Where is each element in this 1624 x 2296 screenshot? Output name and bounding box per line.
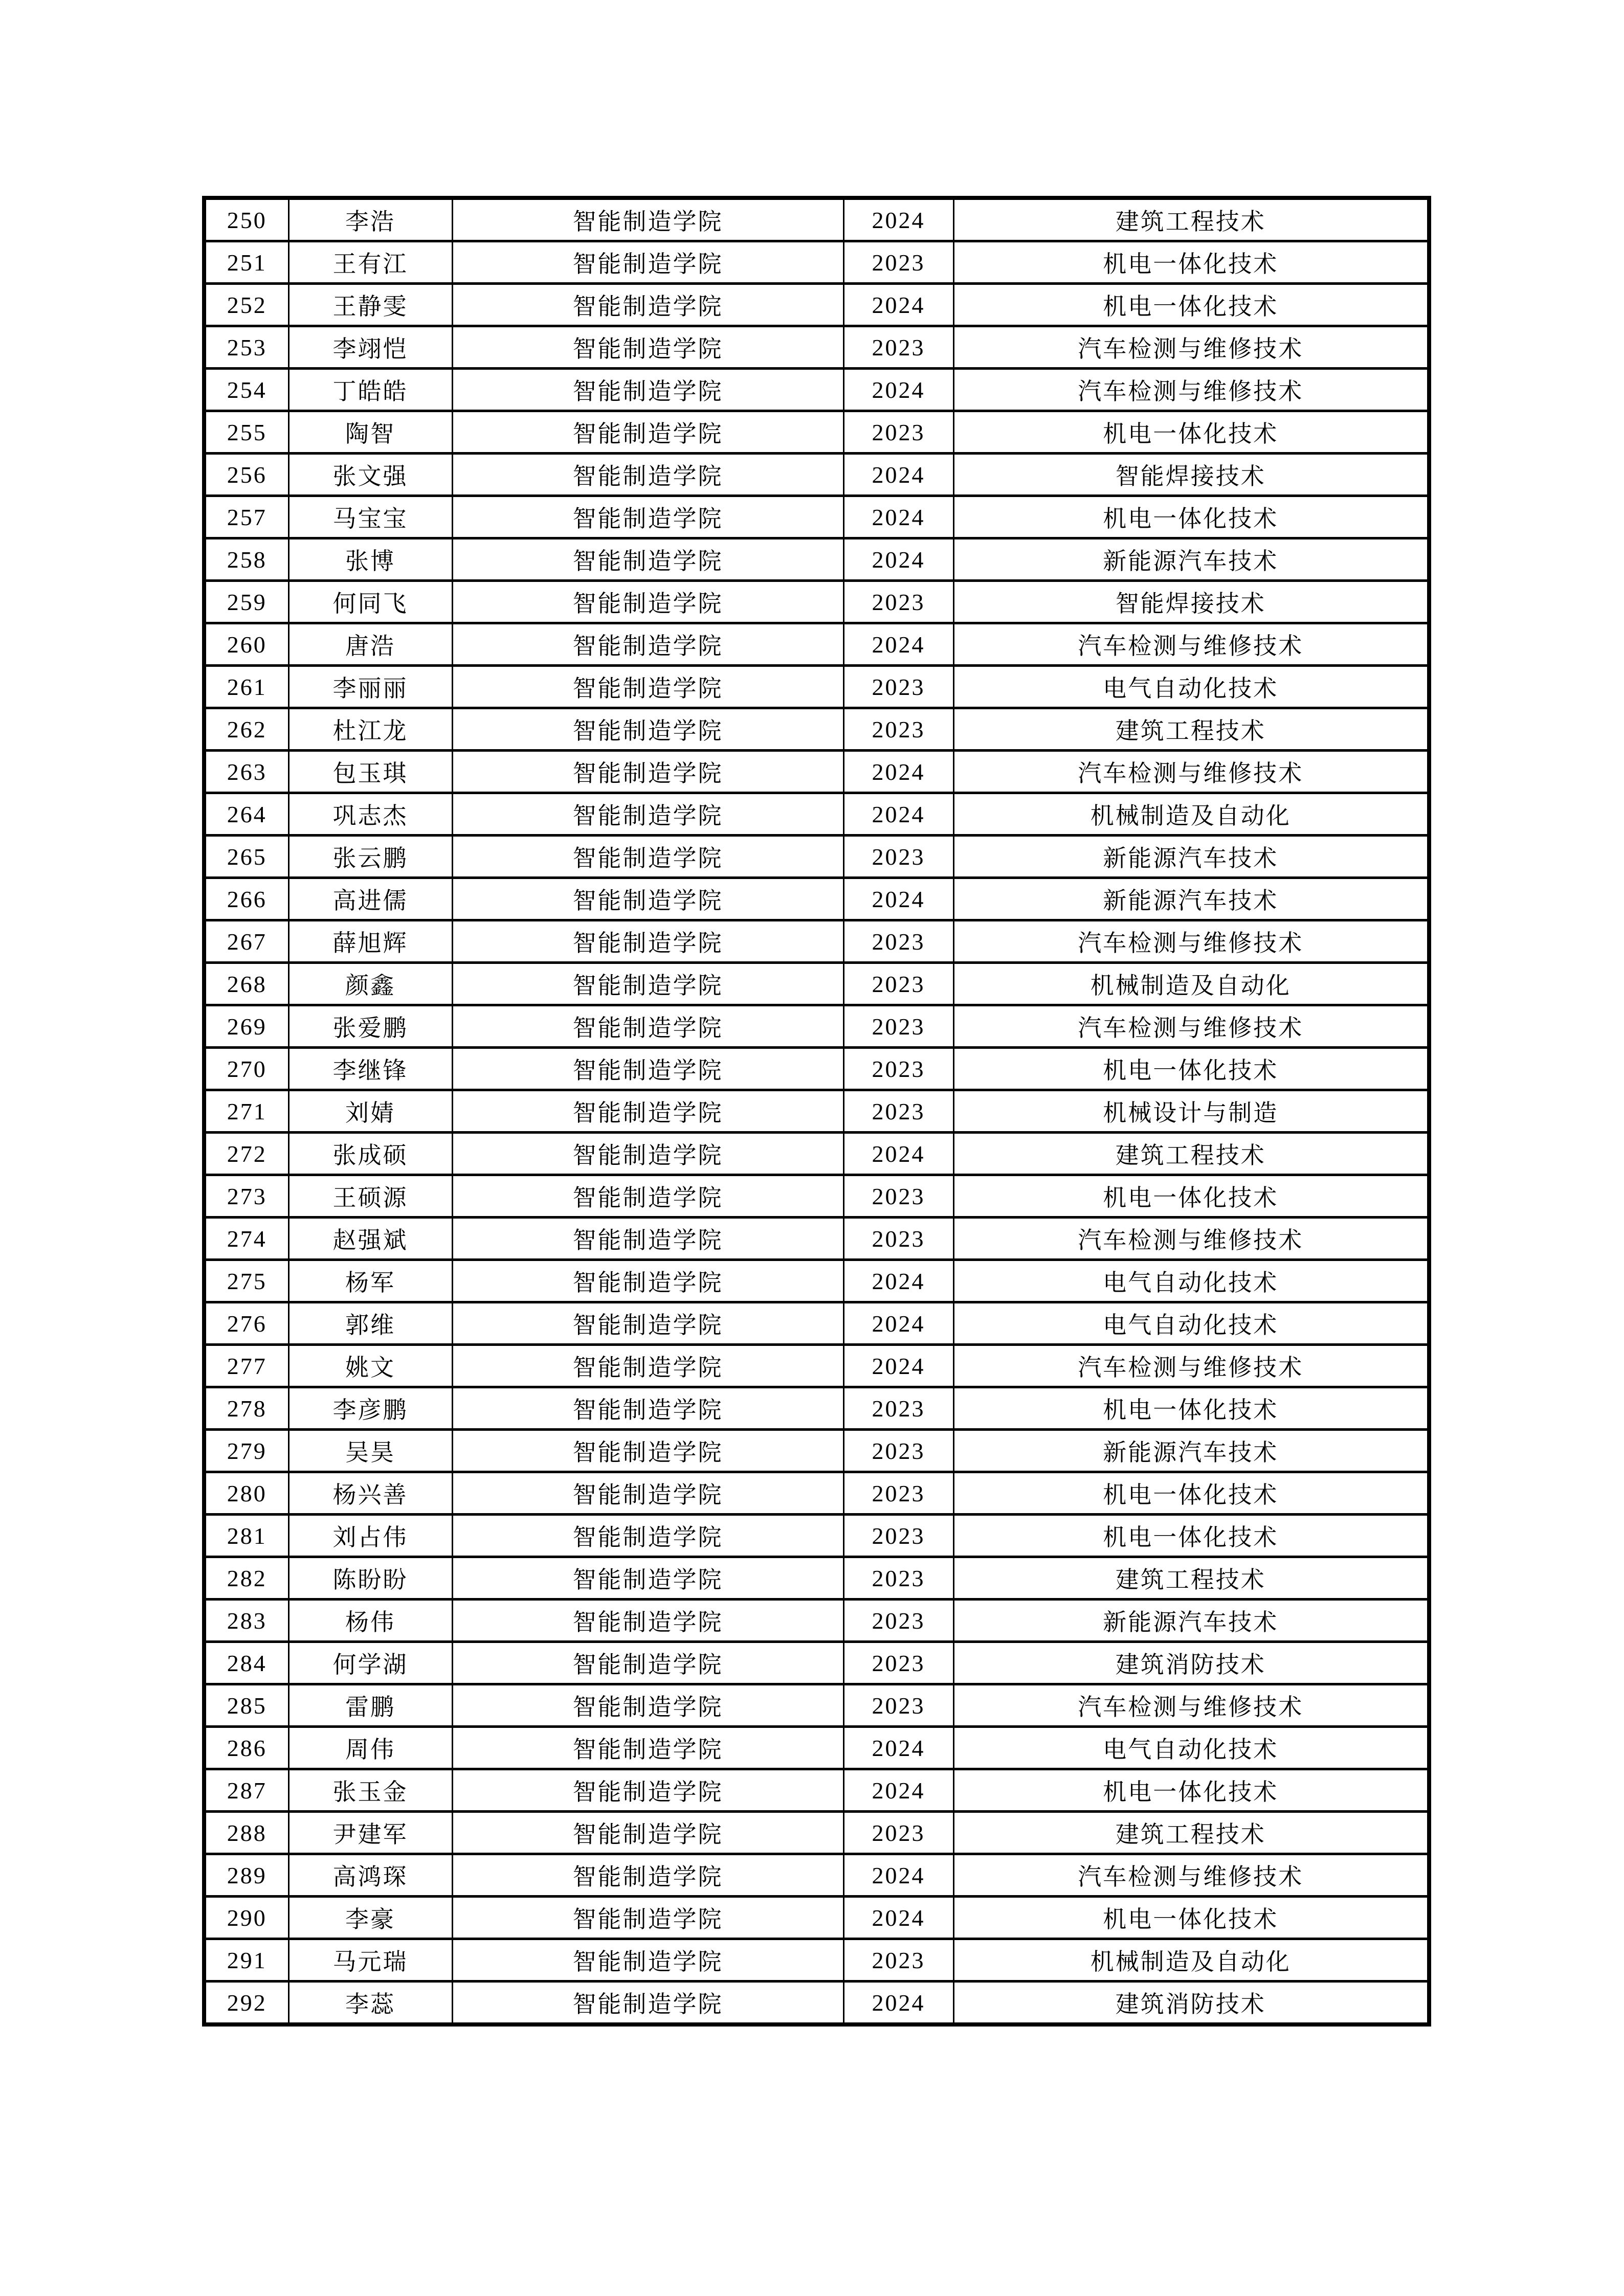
cell-no: 278	[204, 1387, 288, 1430]
cell-college: 智能制造学院	[452, 284, 843, 326]
table-row	[204, 1048, 1429, 1090]
cell-no: 286	[204, 1727, 288, 1769]
table-row	[204, 1090, 1429, 1133]
cell-college: 智能制造学院	[452, 1769, 843, 1812]
cell-college: 智能制造学院	[452, 1345, 843, 1387]
cell-name: 张博	[288, 538, 452, 581]
cell-college: 智能制造学院	[452, 1642, 843, 1684]
cell-major: 机电一体化技术	[953, 1515, 1429, 1557]
cell-no: 263	[204, 751, 288, 793]
cell-year: 2024	[843, 878, 953, 920]
cell-major: 机电一体化技术	[953, 1472, 1429, 1515]
cell-major: 建筑消防技术	[953, 1642, 1429, 1684]
table-row	[204, 1897, 1429, 1939]
cell-major: 机电一体化技术	[953, 1769, 1429, 1812]
cell-year: 2024	[843, 1302, 953, 1345]
table-row	[204, 1642, 1429, 1684]
cell-year: 2023	[843, 920, 953, 963]
table-row	[204, 1515, 1429, 1557]
cell-no: 272	[204, 1133, 288, 1175]
cell-name: 尹建军	[288, 1812, 452, 1854]
cell-major: 汽车检测与维修技术	[953, 369, 1429, 411]
cell-name: 高进儒	[288, 878, 452, 920]
cell-major: 机电一体化技术	[953, 411, 1429, 454]
cell-year: 2023	[843, 1515, 953, 1557]
student-roster-body	[204, 198, 1429, 2024]
table-row	[204, 284, 1429, 326]
cell-college: 智能制造学院	[452, 1982, 843, 2025]
table-row	[204, 1600, 1429, 1642]
cell-name: 唐浩	[288, 623, 452, 666]
cell-college: 智能制造学院	[452, 411, 843, 454]
cell-no: 283	[204, 1600, 288, 1642]
cell-year: 2024	[843, 1769, 953, 1812]
table-row	[204, 1430, 1429, 1472]
cell-college: 智能制造学院	[452, 1387, 843, 1430]
cell-year: 2024	[843, 496, 953, 538]
table-row	[204, 581, 1429, 623]
cell-major: 智能焊接技术	[953, 454, 1429, 496]
cell-name: 陈盼盼	[288, 1557, 452, 1600]
cell-major: 机电一体化技术	[953, 1387, 1429, 1430]
cell-college: 智能制造学院	[452, 1812, 843, 1854]
cell-year: 2023	[843, 836, 953, 878]
cell-no: 250	[204, 198, 288, 241]
table-row	[204, 751, 1429, 793]
cell-name: 巩志杰	[288, 793, 452, 836]
cell-name: 杨兴善	[288, 1472, 452, 1515]
cell-college: 智能制造学院	[452, 1260, 843, 1302]
table-row	[204, 920, 1429, 963]
cell-name: 李彦鹏	[288, 1387, 452, 1430]
table-row	[204, 1812, 1429, 1854]
table-row	[204, 793, 1429, 836]
cell-name: 陶智	[288, 411, 452, 454]
cell-no: 256	[204, 454, 288, 496]
cell-major: 机械制造及自动化	[953, 1939, 1429, 1982]
cell-major: 机械设计与制造	[953, 1090, 1429, 1133]
cell-name: 李继锋	[288, 1048, 452, 1090]
cell-year: 2024	[843, 454, 953, 496]
cell-major: 新能源汽车技术	[953, 836, 1429, 878]
cell-year: 2023	[843, 1557, 953, 1600]
table-row	[204, 326, 1429, 369]
table-row	[204, 1854, 1429, 1897]
cell-major: 新能源汽车技术	[953, 1430, 1429, 1472]
cell-college: 智能制造学院	[452, 1005, 843, 1048]
cell-college: 智能制造学院	[452, 1727, 843, 1769]
cell-name: 王有江	[288, 241, 452, 284]
cell-no: 269	[204, 1005, 288, 1048]
table-row	[204, 538, 1429, 581]
cell-college: 智能制造学院	[452, 1430, 843, 1472]
cell-college: 智能制造学院	[452, 751, 843, 793]
cell-major: 机电一体化技术	[953, 1897, 1429, 1939]
table-row	[204, 878, 1429, 920]
cell-college: 智能制造学院	[452, 1048, 843, 1090]
cell-name: 张玉金	[288, 1769, 452, 1812]
cell-name: 王硕源	[288, 1175, 452, 1218]
cell-no: 264	[204, 793, 288, 836]
cell-year: 2023	[843, 1430, 953, 1472]
cell-major: 电气自动化技术	[953, 1260, 1429, 1302]
cell-name: 郭维	[288, 1302, 452, 1345]
cell-name: 周伟	[288, 1727, 452, 1769]
cell-year: 2023	[843, 581, 953, 623]
table-row	[204, 1727, 1429, 1769]
cell-year: 2023	[843, 963, 953, 1005]
cell-major: 建筑消防技术	[953, 1982, 1429, 2025]
cell-college: 智能制造学院	[452, 369, 843, 411]
cell-college: 智能制造学院	[452, 326, 843, 369]
cell-year: 2023	[843, 1387, 953, 1430]
table-row	[204, 666, 1429, 708]
cell-name: 马元瑞	[288, 1939, 452, 1982]
cell-no: 273	[204, 1175, 288, 1218]
cell-college: 智能制造学院	[452, 1302, 843, 1345]
table-row	[204, 1005, 1429, 1048]
cell-no: 280	[204, 1472, 288, 1515]
cell-major: 机电一体化技术	[953, 1175, 1429, 1218]
cell-major: 新能源汽车技术	[953, 878, 1429, 920]
cell-no: 276	[204, 1302, 288, 1345]
table-row	[204, 369, 1429, 411]
cell-name: 包玉琪	[288, 751, 452, 793]
cell-name: 高鸿琛	[288, 1854, 452, 1897]
cell-no: 251	[204, 241, 288, 284]
cell-name: 刘占伟	[288, 1515, 452, 1557]
table-row	[204, 1218, 1429, 1260]
cell-major: 智能焊接技术	[953, 581, 1429, 623]
cell-college: 智能制造学院	[452, 836, 843, 878]
cell-year: 2024	[843, 623, 953, 666]
cell-college: 智能制造学院	[452, 623, 843, 666]
cell-college: 智能制造学院	[452, 1515, 843, 1557]
cell-no: 271	[204, 1090, 288, 1133]
cell-year: 2023	[843, 666, 953, 708]
cell-no: 262	[204, 708, 288, 751]
cell-no: 288	[204, 1812, 288, 1854]
cell-major: 机电一体化技术	[953, 1048, 1429, 1090]
cell-major: 机械制造及自动化	[953, 793, 1429, 836]
cell-no: 254	[204, 369, 288, 411]
cell-college: 智能制造学院	[452, 198, 843, 241]
cell-college: 智能制造学院	[452, 878, 843, 920]
cell-no: 287	[204, 1769, 288, 1812]
cell-major: 建筑工程技术	[953, 1812, 1429, 1854]
cell-no: 289	[204, 1854, 288, 1897]
cell-no: 270	[204, 1048, 288, 1090]
cell-major: 建筑工程技术	[953, 708, 1429, 751]
cell-year: 2023	[843, 1175, 953, 1218]
cell-year: 2023	[843, 1005, 953, 1048]
cell-name: 姚文	[288, 1345, 452, 1387]
cell-major: 机电一体化技术	[953, 284, 1429, 326]
cell-name: 张文强	[288, 454, 452, 496]
cell-year: 2024	[843, 1727, 953, 1769]
cell-name: 雷鹏	[288, 1684, 452, 1727]
cell-name: 马宝宝	[288, 496, 452, 538]
cell-no: 257	[204, 496, 288, 538]
cell-year: 2024	[843, 369, 953, 411]
cell-year: 2023	[843, 1090, 953, 1133]
table-row	[204, 496, 1429, 538]
table-row	[204, 1769, 1429, 1812]
cell-no: 277	[204, 1345, 288, 1387]
cell-year: 2024	[843, 284, 953, 326]
cell-no: 285	[204, 1684, 288, 1727]
cell-major: 新能源汽车技术	[953, 538, 1429, 581]
table-row	[204, 1387, 1429, 1430]
cell-college: 智能制造学院	[452, 454, 843, 496]
cell-major: 汽车检测与维修技术	[953, 1005, 1429, 1048]
cell-major: 电气自动化技术	[953, 1302, 1429, 1345]
student-roster-table	[202, 196, 1431, 2027]
cell-year: 2024	[843, 1260, 953, 1302]
cell-no: 267	[204, 920, 288, 963]
cell-no: 279	[204, 1430, 288, 1472]
cell-name: 何学湖	[288, 1642, 452, 1684]
cell-major: 新能源汽车技术	[953, 1600, 1429, 1642]
cell-name: 李翊恺	[288, 326, 452, 369]
cell-college: 智能制造学院	[452, 1472, 843, 1515]
cell-no: 274	[204, 1218, 288, 1260]
cell-year: 2024	[843, 751, 953, 793]
table-row	[204, 411, 1429, 454]
cell-no: 253	[204, 326, 288, 369]
table-row	[204, 623, 1429, 666]
cell-name: 刘婧	[288, 1090, 452, 1133]
cell-no: 260	[204, 623, 288, 666]
cell-major: 汽车检测与维修技术	[953, 751, 1429, 793]
table-row	[204, 454, 1429, 496]
cell-year: 2023	[843, 1218, 953, 1260]
cell-major: 汽车检测与维修技术	[953, 326, 1429, 369]
cell-no: 292	[204, 1982, 288, 2025]
table-row	[204, 708, 1429, 751]
cell-no: 281	[204, 1515, 288, 1557]
cell-year: 2023	[843, 1472, 953, 1515]
cell-name: 吴昊	[288, 1430, 452, 1472]
cell-name: 杨军	[288, 1260, 452, 1302]
cell-name: 李蕊	[288, 1982, 452, 2025]
table-row	[204, 1133, 1429, 1175]
cell-no: 265	[204, 836, 288, 878]
table-row	[204, 1302, 1429, 1345]
cell-year: 2023	[843, 326, 953, 369]
cell-year: 2024	[843, 198, 953, 241]
cell-major: 建筑工程技术	[953, 1557, 1429, 1600]
cell-name: 张爱鹏	[288, 1005, 452, 1048]
table-row	[204, 963, 1429, 1005]
cell-year: 2024	[843, 538, 953, 581]
cell-year: 2024	[843, 1854, 953, 1897]
cell-no: 284	[204, 1642, 288, 1684]
cell-name: 丁皓皓	[288, 369, 452, 411]
table-row	[204, 1175, 1429, 1218]
cell-name: 何同飞	[288, 581, 452, 623]
cell-major: 电气自动化技术	[953, 666, 1429, 708]
cell-year: 2024	[843, 1897, 953, 1939]
cell-college: 智能制造学院	[452, 1854, 843, 1897]
cell-year: 2023	[843, 708, 953, 751]
cell-college: 智能制造学院	[452, 1684, 843, 1727]
cell-no: 291	[204, 1939, 288, 1982]
cell-major: 汽车检测与维修技术	[953, 1854, 1429, 1897]
table-row	[204, 241, 1429, 284]
cell-major: 机电一体化技术	[953, 241, 1429, 284]
cell-no: 275	[204, 1260, 288, 1302]
cell-college: 智能制造学院	[452, 1600, 843, 1642]
table-row	[204, 1472, 1429, 1515]
table-row	[204, 1345, 1429, 1387]
cell-college: 智能制造学院	[452, 496, 843, 538]
cell-no: 261	[204, 666, 288, 708]
cell-college: 智能制造学院	[452, 1175, 843, 1218]
table-row	[204, 1684, 1429, 1727]
cell-college: 智能制造学院	[452, 920, 843, 963]
cell-college: 智能制造学院	[452, 538, 843, 581]
cell-year: 2024	[843, 1982, 953, 2025]
cell-college: 智能制造学院	[452, 1133, 843, 1175]
cell-name: 王静雯	[288, 284, 452, 326]
cell-major: 建筑工程技术	[953, 198, 1429, 241]
cell-major: 机电一体化技术	[953, 496, 1429, 538]
cell-name: 杨伟	[288, 1600, 452, 1642]
cell-college: 智能制造学院	[452, 1218, 843, 1260]
cell-name: 李豪	[288, 1897, 452, 1939]
cell-name: 张成硕	[288, 1133, 452, 1175]
cell-college: 智能制造学院	[452, 1090, 843, 1133]
cell-major: 汽车检测与维修技术	[953, 1345, 1429, 1387]
cell-college: 智能制造学院	[452, 963, 843, 1005]
cell-college: 智能制造学院	[452, 581, 843, 623]
cell-college: 智能制造学院	[452, 793, 843, 836]
cell-year: 2023	[843, 411, 953, 454]
cell-major: 电气自动化技术	[953, 1727, 1429, 1769]
cell-major: 汽车检测与维修技术	[953, 1218, 1429, 1260]
cell-year: 2024	[843, 1133, 953, 1175]
cell-no: 259	[204, 581, 288, 623]
table-row	[204, 198, 1429, 241]
cell-year: 2023	[843, 1048, 953, 1090]
cell-college: 智能制造学院	[452, 1939, 843, 1982]
cell-college: 智能制造学院	[452, 1557, 843, 1600]
cell-no: 268	[204, 963, 288, 1005]
cell-no: 258	[204, 538, 288, 581]
cell-no: 290	[204, 1897, 288, 1939]
table-row	[204, 836, 1429, 878]
cell-year: 2023	[843, 241, 953, 284]
cell-no: 255	[204, 411, 288, 454]
cell-college: 智能制造学院	[452, 666, 843, 708]
cell-major: 汽车检测与维修技术	[953, 1684, 1429, 1727]
table-row	[204, 1939, 1429, 1982]
cell-name: 赵强斌	[288, 1218, 452, 1260]
cell-college: 智能制造学院	[452, 1897, 843, 1939]
cell-year: 2023	[843, 1939, 953, 1982]
cell-year: 2023	[843, 1812, 953, 1854]
cell-year: 2023	[843, 1642, 953, 1684]
cell-major: 机械制造及自动化	[953, 963, 1429, 1005]
cell-name: 李丽丽	[288, 666, 452, 708]
table-row	[204, 1982, 1429, 2025]
table-row	[204, 1260, 1429, 1302]
cell-college: 智能制造学院	[452, 708, 843, 751]
cell-college: 智能制造学院	[452, 241, 843, 284]
cell-no: 266	[204, 878, 288, 920]
cell-year: 2024	[843, 793, 953, 836]
cell-year: 2023	[843, 1684, 953, 1727]
cell-year: 2023	[843, 1600, 953, 1642]
cell-name: 李浩	[288, 198, 452, 241]
cell-name: 薛旭辉	[288, 920, 452, 963]
cell-no: 282	[204, 1557, 288, 1600]
cell-year: 2024	[843, 1345, 953, 1387]
table-row	[204, 1557, 1429, 1600]
cell-name: 张云鹏	[288, 836, 452, 878]
cell-name: 杜江龙	[288, 708, 452, 751]
cell-major: 汽车检测与维修技术	[953, 623, 1429, 666]
cell-name: 颜鑫	[288, 963, 452, 1005]
cell-major: 汽车检测与维修技术	[953, 920, 1429, 963]
cell-major: 建筑工程技术	[953, 1133, 1429, 1175]
cell-no: 252	[204, 284, 288, 326]
